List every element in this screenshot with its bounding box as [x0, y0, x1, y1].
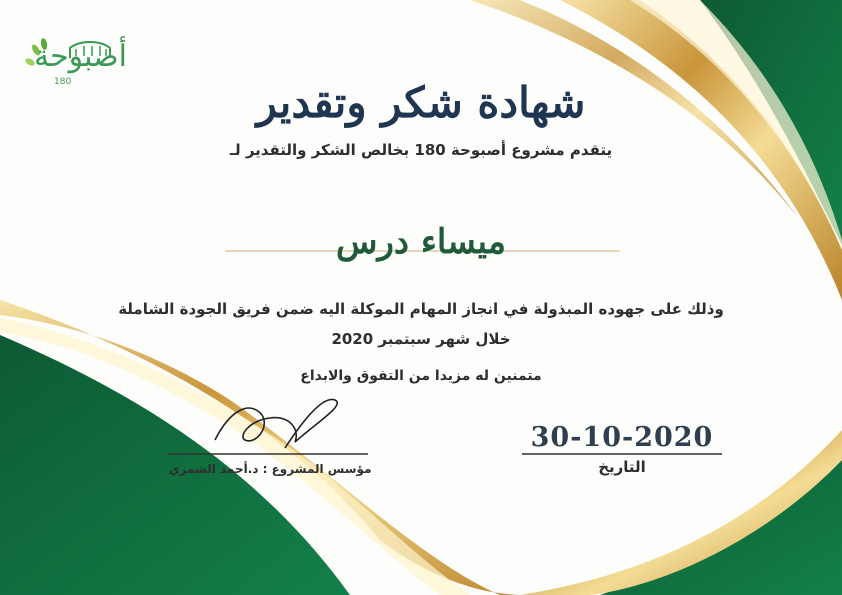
date-value: 30-10-2020	[530, 422, 714, 453]
body-line-1: وذلك على جهوده المبذولة في انجاز المهام الموكلة اليه ضمن فريق الجودة الشاملة	[118, 300, 724, 318]
founder-signature-label: مؤسس المشروع : د.أحمد الشمري	[168, 462, 372, 476]
certificate-title: شهادة شكر وتقدير	[256, 78, 586, 127]
date-label: التاريخ	[598, 458, 646, 476]
logo-name: أصبوحة	[34, 39, 127, 74]
certificate-subtitle: يتقدم مشروع أصبوحة 180 بخالص الشكر والتقدير لـ	[229, 141, 613, 159]
recipient-name: ميساء درس	[335, 222, 507, 262]
body-line-3: متمنين له مزيدا من التفوق والابداع	[300, 368, 542, 384]
body-line-2: خلال شهر سبتمبر 2020	[331, 330, 511, 348]
logo-number: 180	[54, 77, 72, 87]
